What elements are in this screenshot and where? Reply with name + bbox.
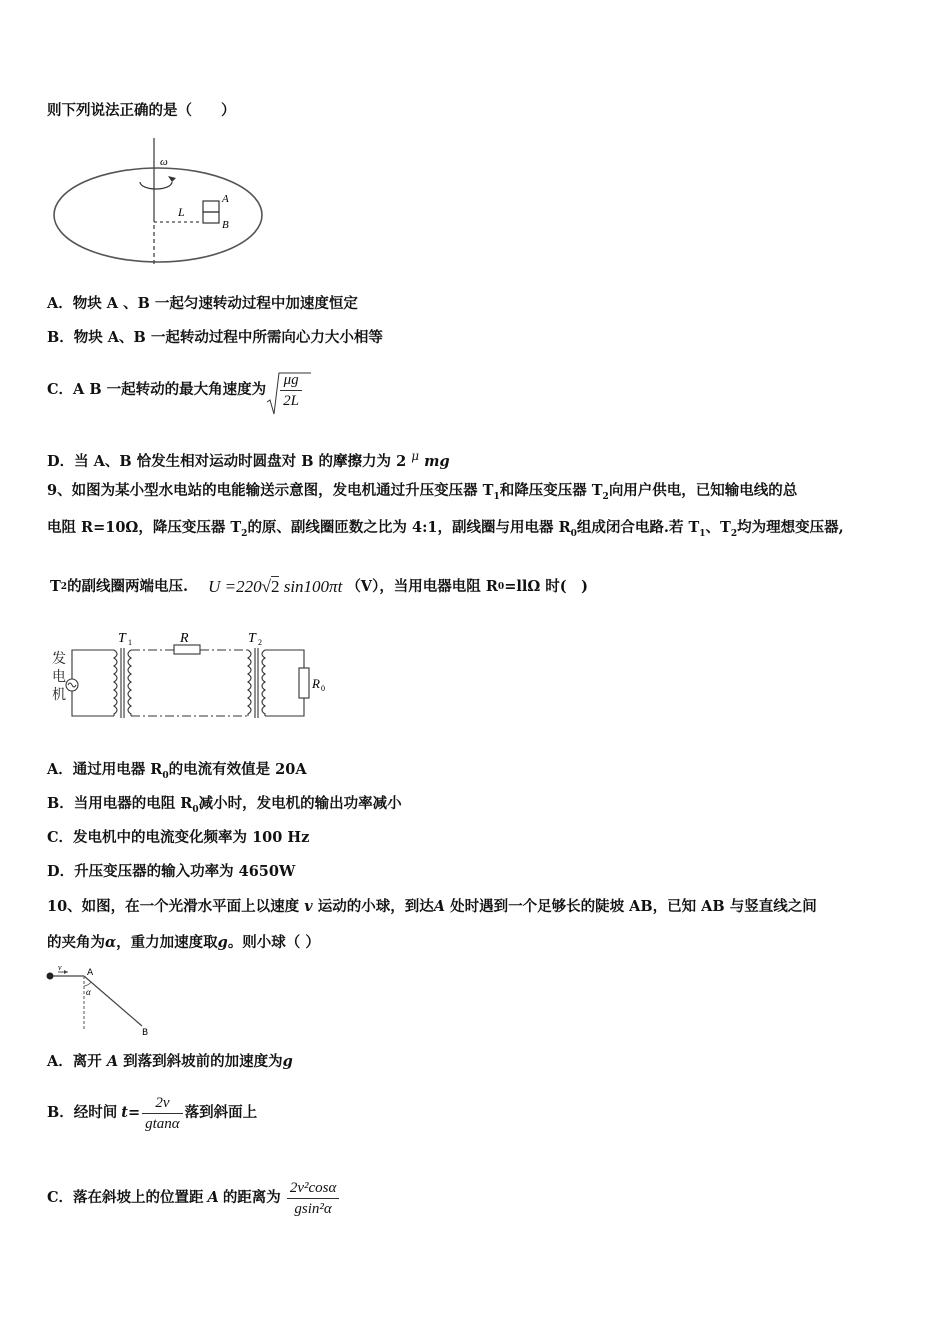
q9-stem-line3: T 2 的副线圈两端电压. U =220√2 sin100πt （V），当用电器电阻 R 0 =llΩ 时( ) [50, 577, 589, 596]
q8-option-c-text: C．A B 一起转动的最大角速度为 [47, 381, 267, 398]
svg-text:0: 0 [321, 684, 325, 693]
slope-figure [44, 964, 164, 1036]
q8-stem: 则下列说法正确的是（ ） [47, 102, 236, 119]
svg-text:机: 机 [52, 687, 66, 703]
svg-text:电: 电 [52, 669, 66, 685]
q9-stem-line1: 9、如图为某小型水电站的电能输送示意图，发电机通过升压变压器 $T_1$和降压变压器 $T_2$向用户供电，已知输电线的总 [47, 482, 798, 502]
A-label: A [222, 193, 229, 205]
svg-text:1: 1 [128, 638, 132, 647]
sqrt-expression [266, 370, 304, 411]
q9-stem-line2: 电阻 R=10Ω，降压变压器 $T_2$的原、副线圈匝数之比为 4:1，副线圈与用电器 $R_0$组成闭合电路.若 $T_1$、$T_2$均为理想变压器, [47, 519, 844, 539]
time-fraction: $\frac{2v}{gtan\alpha}$ [142, 1093, 183, 1134]
q9-option-c: C．发电机中的电流变化频率为 100 Hz [47, 829, 310, 846]
q8-option-d: D．当 A、B 恰发生相对运动时圆盘对 B 的摩擦力为 2 $^\mu$ mg [47, 449, 450, 470]
svg-text:B: B [142, 1028, 149, 1036]
q9-option-b: B．当用电器的电阻 $R_0$减小时，发电机的输出功率减小 [47, 795, 402, 815]
q9-option-a: A．通过用电器 $R_0$的电流有效值是 20A [47, 761, 307, 781]
sqrt-fraction: $\frac{\mu g}{2L}$ [280, 370, 302, 411]
voltage-equation: U =220√2 sin100πt [208, 577, 343, 596]
q9-option-d: D．升压变压器的输入功率为 4650W [47, 863, 296, 880]
omega-label: ω [160, 156, 168, 168]
q10-option-c: C．落在斜坡上的位置距 A 的距离为 $\frac{\text{2v²cosα}}{\text{gsin²α}}$ [47, 1172, 341, 1224]
svg-text:α: α [86, 987, 91, 997]
svg-text:发: 发 [52, 651, 66, 667]
q8-option-a: A．物块 A 、B 一起匀速转动过程中加速度恒定 [47, 295, 358, 312]
svg-text:T: T [118, 631, 126, 646]
q10-stem-line2: 的夹角为α，重力加速度取g。则小球（ ） [47, 934, 320, 951]
q10-option-a: A．离开 A 到落到斜坡前的加速度为g [47, 1053, 293, 1070]
svg-text:2: 2 [258, 638, 262, 647]
svg-text:T: T [248, 631, 256, 646]
svg-text:A: A [87, 968, 94, 978]
q8-option-c [47, 365, 304, 415]
rotating-disk-figure [50, 138, 270, 268]
q8-option-b: B．物块 A、B 一起转动过程中所需向心力大小相等 [47, 329, 383, 346]
svg-text:R: R [180, 631, 189, 646]
distance-fraction: $\frac{\text{2v²cosα}}{\text{gsin²α}}$ [287, 1178, 340, 1219]
transmission-circuit-figure [48, 628, 338, 728]
q10-option-b: B．经时间 t= $\frac{2v}{gtan\alpha}$ 落到斜面上 [47, 1094, 258, 1132]
L-label: L [178, 205, 185, 219]
B-label: B [222, 219, 229, 231]
svg-text:v: v [58, 964, 62, 972]
svg-text:R: R [312, 676, 320, 691]
q10-stem-line1: 10、如图，在一个光滑水平面上以速度 v 运动的小球，到达A 处时遇到一个足够长的陡坡 AB，已知 AB 与竖直线之间 [47, 898, 817, 915]
